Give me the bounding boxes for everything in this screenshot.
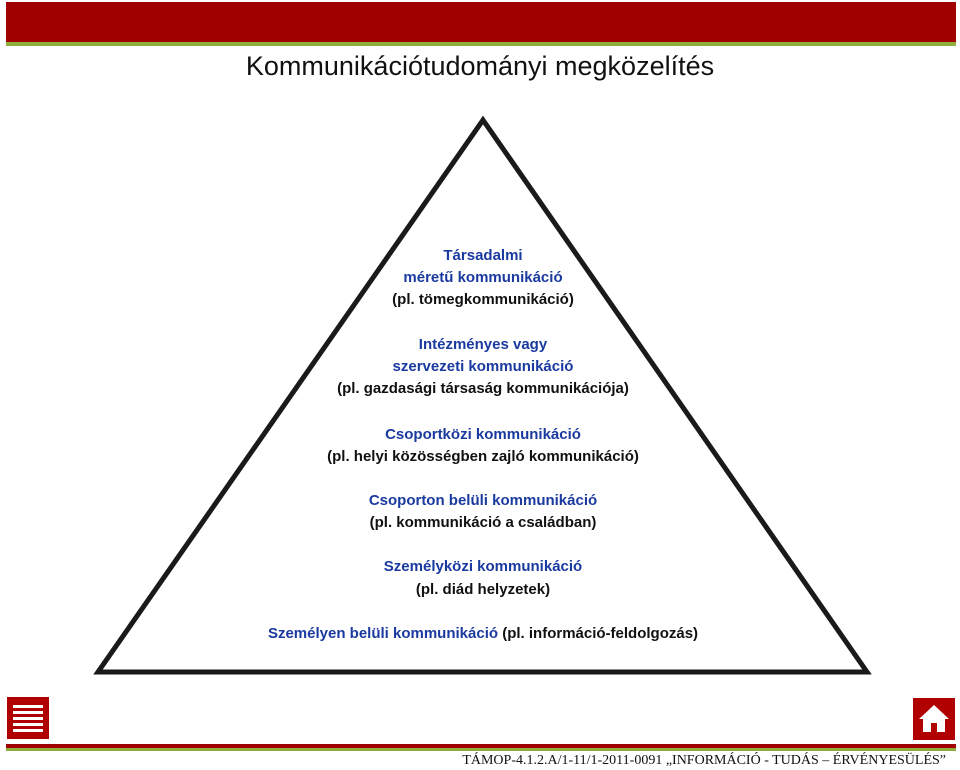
pyramid-level-text: Társadalmi <box>443 247 523 264</box>
pyramid-level-5-line-1 <box>384 558 582 575</box>
pyramid-level-text: szervezeti kommunikáció <box>392 358 574 375</box>
pyramid-level-4-line-2 <box>370 514 597 531</box>
pyramid-level-3-line-2 <box>327 448 639 465</box>
pyramid-level-text: méretű kommunikáció <box>403 269 563 286</box>
menu-icon-bar <box>13 711 43 714</box>
footer-text: TÁMOP-4.1.2.A/1-11/1-2011-0091 „INFORMÁCIÓ - TUDÁS – ÉRVÉNYESÜLÉS” <box>462 753 946 768</box>
pyramid-level-text: (pl. helyi közösségben zajló kommunikáció) <box>327 448 639 465</box>
pyramid-level-6-line-1 <box>268 625 698 642</box>
home-button[interactable] <box>913 698 955 740</box>
menu-icon-bar <box>13 729 43 732</box>
menu-button[interactable] <box>7 697 49 739</box>
menu-icon <box>13 705 43 708</box>
pyramid-level-text: Csoporton belüli kommunikáció <box>368 492 598 509</box>
slide-title: Kommunikációtudományi megközelítés <box>245 51 715 81</box>
pyramid-level-2-line-1 <box>419 336 548 353</box>
pyramid-level-4-line-1 <box>369 492 597 509</box>
pyramid-level-5-line-2 <box>416 581 550 598</box>
menu-icon-bar <box>13 723 43 726</box>
home-icon <box>913 698 955 740</box>
pyramid-level-text: (pl. információ-feldolgozás) <box>502 625 699 642</box>
pyramid-level-3-line-1 <box>385 426 581 443</box>
pyramid-level-text: Személyközi kommunikáció <box>383 558 583 575</box>
pyramid-level-1-line-3 <box>392 291 574 308</box>
pyramid-level-text: Intézményes vagy <box>418 336 548 353</box>
pyramid-level-2-line-3 <box>337 380 629 397</box>
footer-accent-line <box>6 748 956 751</box>
pyramid-level-text: (pl. diád helyzetek) <box>415 581 551 598</box>
pyramid-level-text: Csoportközi kommunikáció <box>385 426 581 443</box>
pyramid-level-1-line-1 <box>443 247 522 264</box>
pyramid-level-2-line-2 <box>393 358 574 375</box>
pyramid-level-text: Személyen belüli kommunikáció <box>267 625 503 642</box>
pyramid-level-text: (pl. kommunikáció a családban) <box>369 514 597 531</box>
pyramid-level-text: (pl. gazdasági társaság kommunikációja) <box>337 380 629 397</box>
menu-icon-bar <box>13 717 43 720</box>
pyramid-level-1-line-2 <box>403 269 562 286</box>
pyramid-level-text: (pl. tömegkommunikáció) <box>392 291 574 308</box>
